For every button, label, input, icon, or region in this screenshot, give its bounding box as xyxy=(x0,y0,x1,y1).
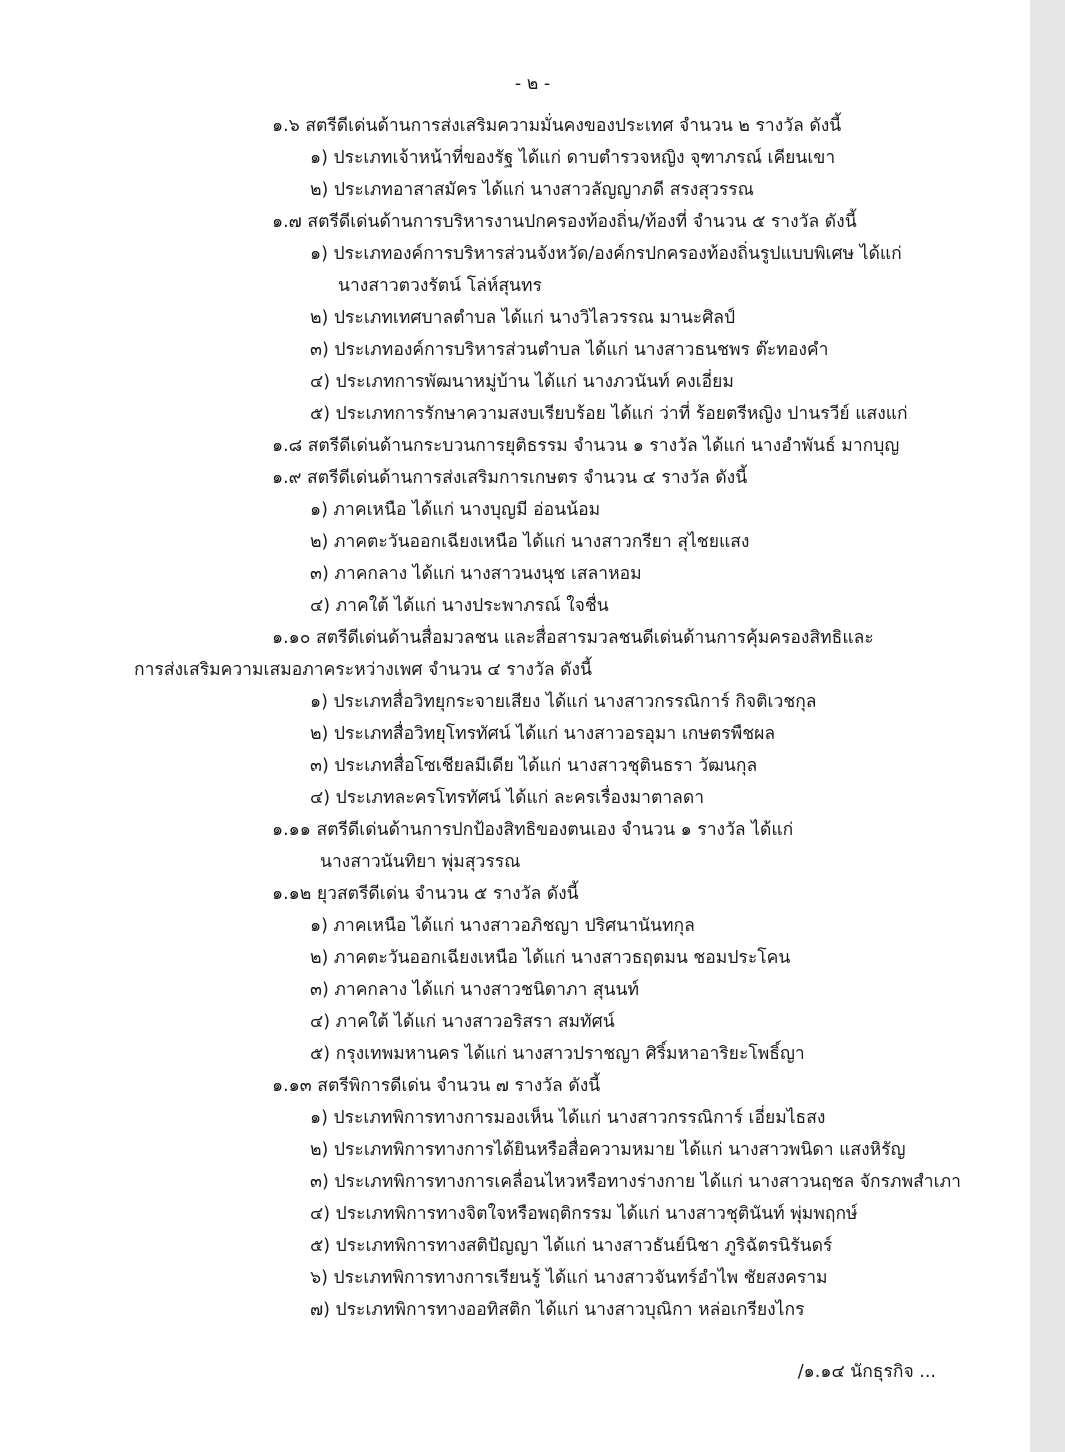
list-item: ๓) ประเภทสื่อโซเชียลมีเดีย ได้แก่ นางสาวชุตินธรา วัฒนกุล xyxy=(310,756,758,776)
list-item: ๑) ประเภทพิการทางการมองเห็น ได้แก่ นางสาวกรรณิการ์ เอี่ยมไธสง xyxy=(310,1108,826,1128)
list-item: ๒) ประเภทพิการทางการได้ยินหรือสื่อความหมาย ได้แก่ นางสาวพนิดา แสงหิรัญ xyxy=(310,1140,906,1160)
section-heading: ๑.๑๒ ยุวสตรีดีเด่น จำนวน ๕ รางวัล ดังนี้ xyxy=(272,884,579,904)
section-heading: ๑.๑๓ สตรีพิการดีเด่น จำนวน ๗ รางวัล ดังนี้ xyxy=(272,1076,601,1096)
list-item: ๗) ประเภทพิการทางออทิสติก ได้แก่ นางสาวบุณิกา หล่อเกรียงไกร xyxy=(310,1300,805,1320)
section-heading: ๑.๑๑ สตรีดีเด่นด้านการปกป้องสิทธิของตนเอง จำนวน ๑ รางวัล ได้แก่ xyxy=(272,820,794,840)
section-heading: ๑.๖ สตรีดีเด่นด้านการส่งเสริมความมั่นคงของประเทศ จำนวน ๒ รางวัล ดังนี้ xyxy=(272,116,842,136)
list-item: ๔) ภาคใต้ ได้แก่ นางสาวอริสรา สมทัศน์ xyxy=(310,1012,615,1032)
list-item: ๑) ประเภทสื่อวิทยุกระจายเสียง ได้แก่ นางสาวกรรณิการ์ กิจติเวชกุล xyxy=(310,692,817,712)
section-heading-continuation: นางสาวนันทิยา พุ่มสุวรรณ xyxy=(320,852,521,872)
list-item: ๔) ประเภทการพัฒนาหมู่บ้าน ได้แก่ นางภวนันท์ คงเอี่ยม xyxy=(310,372,734,392)
list-item: ๔) ภาคใต้ ได้แก่ นางประพาภรณ์ ใจชื่น xyxy=(310,596,609,616)
list-item: ๒) ประเภทเทศบาลตำบล ได้แก่ นางวิไลวรรณ มานะศิลป์ xyxy=(310,308,736,328)
footer-continuation: /๑.๑๔ นักธุรกิจ ... xyxy=(797,1362,936,1382)
list-item: ๓) ภาคกลาง ได้แก่ นางสาวนงนุช เสลาหอม xyxy=(310,564,642,584)
list-item: ๕) กรุงเทพมหานคร ได้แก่ นางสาวปราชญา ศิริ์มหาอาริยะโพธิ์ญา xyxy=(310,1044,805,1064)
section-heading-continuation: การส่งเสริมความเสมอภาคระหว่างเพศ จำนวน ๔ รางวัล ดังนี้ xyxy=(134,660,592,680)
list-item: ๕) ประเภทพิการทางสติปัญญา ได้แก่ นางสาวธันย์นิชา ภูริฉัตรนิรันดร์ xyxy=(310,1236,833,1256)
section-heading: ๑.๑๐ สตรีดีเด่นด้านสื่อมวลชน และสื่อสารมวลชนดีเด่นด้านการคุ้มครองสิทธิและ xyxy=(272,628,874,648)
list-item: ๑) ภาคเหนือ ได้แก่ นางสาวอภิชญา ปริศนานันทกุล xyxy=(310,916,695,936)
list-item: ๒) ประเภทสื่อวิทยุโทรทัศน์ ได้แก่ นางสาวอรอุมา เกษตรพืชผล xyxy=(310,724,776,744)
section-heading: ๑.๘ สตรีดีเด่นด้านกระบวนการยุติธรรม จำนวน ๑ รางวัล ได้แก่ นางอำพันธ์ มากบุญ xyxy=(272,436,900,456)
list-item: ๑) ภาคเหนือ ได้แก่ นางบุญมี อ่อนน้อม xyxy=(310,500,601,520)
list-item: ๒) ภาคตะวันออกเฉียงเหนือ ได้แก่ นางสาวธฤตมน ชอมประโคน xyxy=(310,948,791,968)
section-heading: ๑.๗ สตรีดีเด่นด้านการบริหารงานปกครองท้องถิ่น/ท้องที่ จำนวน ๕ รางวัล ดังนี้ xyxy=(272,212,857,232)
list-item: ๓) ประเภทองค์การบริหารส่วนตำบล ได้แก่ นางสาวธนชพร ต๊ะทองคำ xyxy=(310,340,829,360)
list-item: ๔) ประเภทละครโทรทัศน์ ได้แก่ ละครเรื่องมาตาลดา xyxy=(310,788,705,808)
list-item: ๑) ประเภทองค์การบริหารส่วนจังหวัด/องค์กรปกครองท้องถิ่นรูปแบบพิเศษ ได้แก่ xyxy=(310,244,902,264)
list-item: ๖) ประเภทพิการทางการเรียนรู้ ได้แก่ นางสาวจันทร์อำไพ ชัยสงคราม xyxy=(310,1268,828,1288)
page-number: - ๒ - xyxy=(514,74,551,94)
list-item: ๕) ประเภทการรักษาความสงบเรียบร้อย ได้แก่ ว่าที่ ร้อยตรีหญิง ปานรวีย์ แสงแก่ xyxy=(310,404,908,424)
list-item: ๑) ประเภทเจ้าหน้าที่ของรัฐ ได้แก่ ดาบตำรวจหญิง จุฑาภรณ์ เคียนเขา xyxy=(310,148,836,168)
list-item: ๓) ภาคกลาง ได้แก่ นางสาวชนิดาภา สุนนท์ xyxy=(310,980,640,1000)
list-item-continuation: นางสาวตวงรัตน์ โล่ห์สุนทร xyxy=(338,276,542,296)
list-item: ๓) ประเภทพิการทางการเคลื่อนไหวหรือทางร่างกาย ได้แก่ นางสาวนฤชล จักรภพสำเภา xyxy=(310,1172,961,1192)
section-heading: ๑.๙ สตรีดีเด่นด้านการส่งเสริมการเกษตร จำนวน ๔ รางวัล ดังนี้ xyxy=(272,468,748,488)
list-item: ๔) ประเภทพิการทางจิตใจหรือพฤติกรรม ได้แก่ นางสาวชุตินันท์ พุ่มพฤกษ์ xyxy=(310,1204,858,1224)
list-item: ๒) ประเภทอาสาสมัคร ได้แก่ นางสาวลัญญาภดี สรงสุวรรณ xyxy=(310,180,754,200)
scroll-gutter xyxy=(1030,0,1065,1452)
list-item: ๒) ภาคตะวันออกเฉียงเหนือ ได้แก่ นางสาวกรียา สุไชยแสง xyxy=(310,532,750,552)
